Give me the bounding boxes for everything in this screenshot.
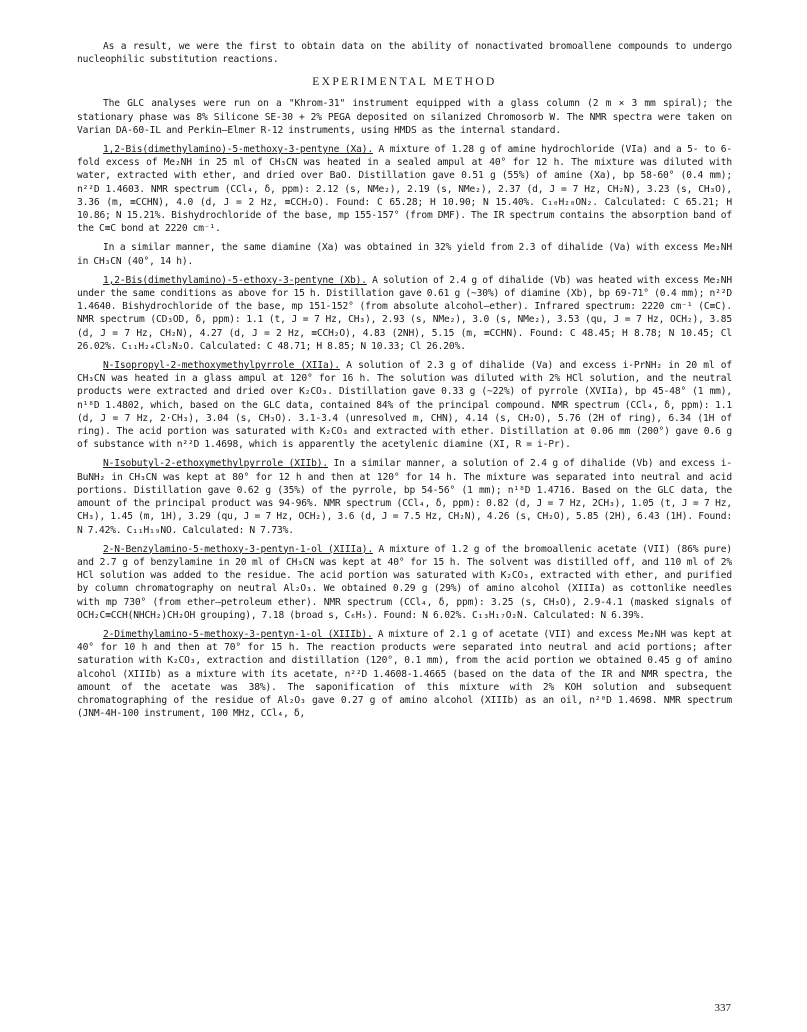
procedure-text-xiia: A solution of 2.3 g of dihalide (Va) and excess i-PrNH₂ in 20 ml of CH₃CN was heated in a glass ampul at 120° for 16 h. The solution was diluted with 2% HCl solution, and the neutral products were extracted and dried over K₂CO₃. Distillation gave 0.33 g (~22%) of pyrrole (XVIIa), bp 45-48° (1 mm), n¹⁸D 1.4802, which, based on the GLC data, contained 84% of the principal compound. NMR spectrum (CCl₄, δ, ppm): 1.1 (d, J = 7 Hz, 2·CH₃), 3.04 (s, CH₃O). 3.1-3.4 (unresolved m, CHN), 4.14 (s, CH₂O), 5.76 (2H of ring), 6.34 (1H of ring). The acid portion was saturated with K₂CO₃ and extracted with ether. Distillation at 0.06 mm (200°) gave 0.6 g of substance with n²²D 1.4698, which is apparently the acetylenic diamine (XI, R = i-Pr). xyxy=(77,360,732,451)
procedure-text-xiib: In a similar manner, a solution of 2.4 g of dihalide (Vb) and excess i-BuNH₂ in CH₃CN was kept at 80° for 12 h and then at 120° for 14 h. The mixture was separated into neutral and acid portions. Distillation gave 0.62 g (35%) of the pyrrole, bp 54-56° (1 mm); n¹⁸D 1.4716. Based on the GLC data, the amount of the principal product was 94-96%. NMR spectrum (CCl₄, δ, ppm): 0.82 (d, J = 7 Hz, 2CH₃), 1.05 (t, J = 7 Hz, CH₃), 1.45 (m, 1H), 3.29 (qu, J = 7 Hz, OCH₂), 3.6 (d, J = 7.5 Hz, CH₂N), 4.26 (s, CH₂O), 5.85 (2H), 6.43 (1H). Found: N 7.42%. C₁₁H₁₉NO. Calculated: N 7.73%. xyxy=(77,458,732,536)
intro-paragraph: As a result, we were the first to obtain data on the ability of nonactivated bromoallene compounds to undergo nucleophilic substitution reactions. xyxy=(77,41,732,66)
procedure-text-xa: A mixture of 1.28 g of amine hydrochloride (VIa) and a 5- to 6-fold excess of Me₂NH in 25 ml of CH₃CN was heated in a sealed ampul at 40° for 12 h. The mixture was diluted with water, extracted with ether, and dried over BaO. Distillation gave 0.51 g (55%) of amine (Xa), bp 58-60° (0.4 mm); n²²D 1.4603. NMR spectrum (CCl₄, δ, ppm): 2.12 (s, NMe₂), 2.19 (s, NMe₂), 2.37 (d, J = 7 Hz, CH₂N), 3.23 (s, CH₃O), 3.36 (m, ≡CCHN), 4.0 (d, J = 2 Hz, ≡CCH₂O). Found: C 65.28; H 10.90; N 15.40%. C₁₀H₂₀ON₂. Calculated: C 65.21; H 10.86; N 15.21%. Bishydrochloride of the base, mp 155-157° (from DMF). The IR spectrum contains the absorption band of the C≡C bond at 2220 cm⁻¹. xyxy=(77,144,733,235)
procedure-xiia xyxy=(77,359,732,451)
general-methods-paragraph: The GLC analyses were run on a "Khrom-31" instrument equipped with a glass column (2 m × 3 mm spiral); the stationary phase was 8% Silicone SE-30 + 2% PEGA deposited on silanized Chromosorb W. The NMR spectra were taken on Varian DA-60-IL and Perkin–Elmer R-12 instruments, using HMDS as the internal standard. xyxy=(77,98,732,136)
compound-title-xiib: N-Isobutyl-2-ethoxymethylpyrrole (XIIb). xyxy=(103,458,328,470)
procedure-text-xa-alt: In a similar manner, the same diamine (Xa) was obtained in 32% yield from 2.3 of dihalide (Va) with excess Me₂NH in CH₃CN (40°, 14 h). xyxy=(77,242,732,267)
paper-page xyxy=(77,40,732,726)
compound-title-xa: 1,2-Bis(dimethylamino)-5-methoxy-3-pentyne (Xa). xyxy=(103,144,373,156)
compound-title-xiiia: 2-N-Benzylamino-5-methoxy-3-pentyn-1-ol (XIIIa). xyxy=(103,543,373,555)
section-heading: EXPERIMENTAL METHOD xyxy=(312,76,497,89)
compound-title-xb: 1,2-Bis(dimethylamino)-5-ethoxy-3-pentyne (Xb). xyxy=(103,274,367,286)
compound-title-xiia: N-Isopropyl-2-methoxymethylpyrrole (XIIa). xyxy=(103,360,340,372)
procedure-xiib xyxy=(77,457,732,536)
procedure-xiiib xyxy=(77,628,732,720)
procedure-xa-alt xyxy=(77,241,732,267)
procedure-text-xiiib: A mixture of 2.1 g of acetate (VII) and excess Me₂NH was kept at 40° for 10 h and then at 70° for 15 h. The reaction products were separated into neutral and acid portions; after saturation with K₂CO₃, extraction and distillation (120°, 0.1 mm), from the acid portion we obtained 0.45 g of amino alcohol (XIIIb) as a mixture with its acetate, n²²D 1.4608-1.4665 (based on the data of the IR and NMR spectra, the amount of the acetate was 38%). The saponification of this mixture with 2% KOH solution and subsequent chromatographing of the residue of Al₂O₃ gave 0.27 g of amino alcohol (XIIIb) as an oil, n²⁰D 1.4698. NMR spectrum (JNM-4H-100 instrument, 100 MHz, CCl₄, δ, xyxy=(77,628,733,720)
procedure-xb xyxy=(77,274,732,353)
procedure-xiiia xyxy=(77,543,732,622)
page-number: 337 xyxy=(714,1002,731,1014)
procedure-text-xb: A solution of 2.4 g of dihalide (Vb) was heated with excess Me₂NH under the same conditions as above for 15 h. Distillation gave 0.61 g (~30%) of diamine (Xb), bp 69-71° (0.4 mm); n²²D 1.4640. Bishydrochloride of the base, mp 151-152° (from absolute alcohol–ether). Infrared spectrum: 2220 cm⁻¹ (C≡C). NMR spectrum (CD₃OD, δ, ppm): 1.1 (t, J = 7 Hz, CH₃), 2.93 (s, NMe₂), 3.0 (s, NMe₂), 3.53 (qu, J = 7 Hz, OCH₂), 3.85 (d, J = 7 Hz, CH₂N), 4.27 (d, J = 2 Hz, ≡CCH₂O), 4.83 (2NH), 5.15 (m, ≡CCHN). Found: C 48.45; H 8.78; N 10.45; Cl 26.02%. C₁₁H₂₄Cl₂N₂O. Calculated: C 48.71; H 8.85; N 10.33; Cl 26.20%. xyxy=(77,274,732,352)
procedure-xa xyxy=(77,143,732,235)
procedure-text-xiiia: A mixture of 1.2 g of the bromoallenic acetate (VII) (86% pure) and 2.7 g of benzylamine in 20 ml of CH₃CN was kept at 40° for 15 h. The solvent was distilled off, and 110 ml of 2% HCl solution was added to the residue. The acid portion was saturated with K₂CO₃, extracted with ether, and purified by column chromatography on neutral Al₂O₃. We obtained 0.29 g (29%) of amino alcohol (XIIIa) as cottonlike needles with mp 730° (from ether–petroleum ether). NMR spectrum (CCl₄, δ, ppm): 3.25 (s, CH₃O), 2.9-4.1 (masked signals of OCH₂C≡CCH(NHCH₂)CH₂OH grouping), 7.18 (broad s, C₆H₅). Found: N 6.02%. C₁₃H₁₇O₂N. Calculated: N 6.39%. xyxy=(77,543,732,621)
compound-title-xiiib: 2-Dimethylamino-5-methoxy-3-pentyn-1-ol (XIIIb). xyxy=(103,628,373,640)
